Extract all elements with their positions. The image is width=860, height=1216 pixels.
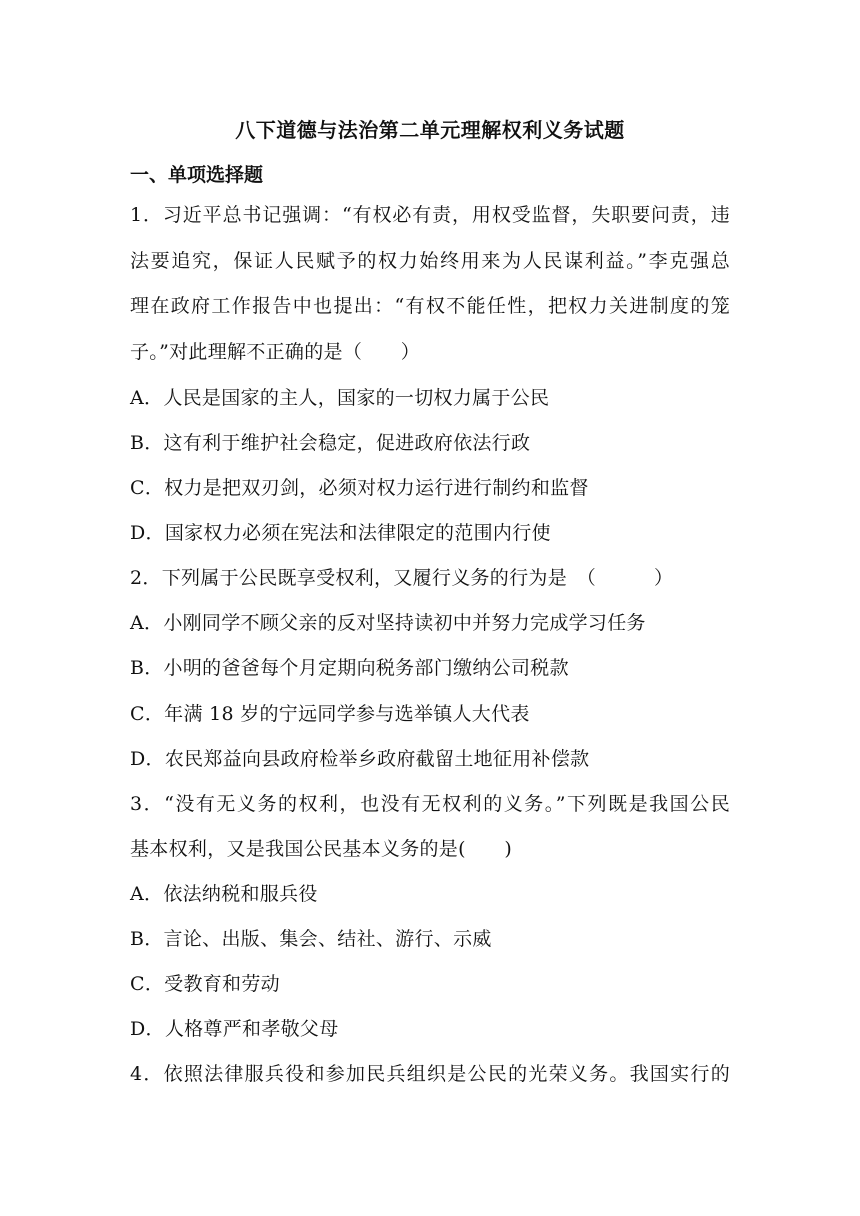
question-3-line-2: 基本权利，又是我国公民基本义务的是( ): [130, 838, 513, 860]
question-1-option-c: C．权力是把双刃剑，必须对权力运行进行制约和监督: [130, 477, 589, 499]
question-1-line-1: 1．习近平总书记强调：“有权必有责，用权受监督，失职要问责，违: [130, 204, 730, 226]
question-2-option-c: C．年满 18 岁的宁远同学参与选举镇人大代表: [130, 703, 530, 725]
question-2-option-d: D．农民郑益向县政府检举乡政府截留土地征用补偿款: [130, 748, 590, 770]
question-2-option-b: B．小明的爸爸每个月定期向税务部门缴纳公司税款: [130, 657, 569, 679]
question-3-line-1: 3．“没有无义务的权利，也没有无权利的义务。”下列既是我国公民: [130, 793, 730, 815]
question-3-option-b: B．言论、出版、集会、结社、游行、示威: [130, 928, 492, 950]
question-1-option-d: D．国家权力必须在宪法和法律限定的范围内行使: [130, 522, 551, 544]
document-title: 八下道德与法治第二单元理解权利义务试题: [235, 118, 625, 142]
question-2-option-a: A．小刚同学不顾父亲的反对坚持读初中并努力完成学习任务: [130, 612, 646, 634]
question-3-option-a: A．依法纳税和服兵役: [130, 883, 318, 905]
question-3-option-d: D．人格尊严和孝敬父母: [130, 1018, 339, 1040]
question-2-stem: 2．下列属于公民既享受权利，又履行义务的行为是 （ ）: [130, 567, 674, 589]
question-4-line-1: 4．依照法律服兵役和参加民兵组织是公民的光荣义务。我国实行的: [130, 1063, 730, 1085]
question-1-option-a: A．人民是国家的主人，国家的一切权力属于公民: [130, 387, 550, 409]
question-1-line-3: 理在政府工作报告中也提出：“有权不能任性，把权力关进制度的笼: [130, 295, 730, 317]
section-heading: 一、单项选择题: [130, 164, 264, 186]
question-1-option-b: B．这有利于维护社会稳定，促进政府依法行政: [130, 432, 531, 454]
question-1-line-4: 子。”对此理解不正确的是（ ）: [130, 341, 421, 363]
question-1-line-2: 法要追究，保证人民赋予的权力始终用来为人民谋利益。”李克强总: [130, 250, 730, 272]
question-3-option-c: C．受教育和劳动: [130, 973, 280, 995]
